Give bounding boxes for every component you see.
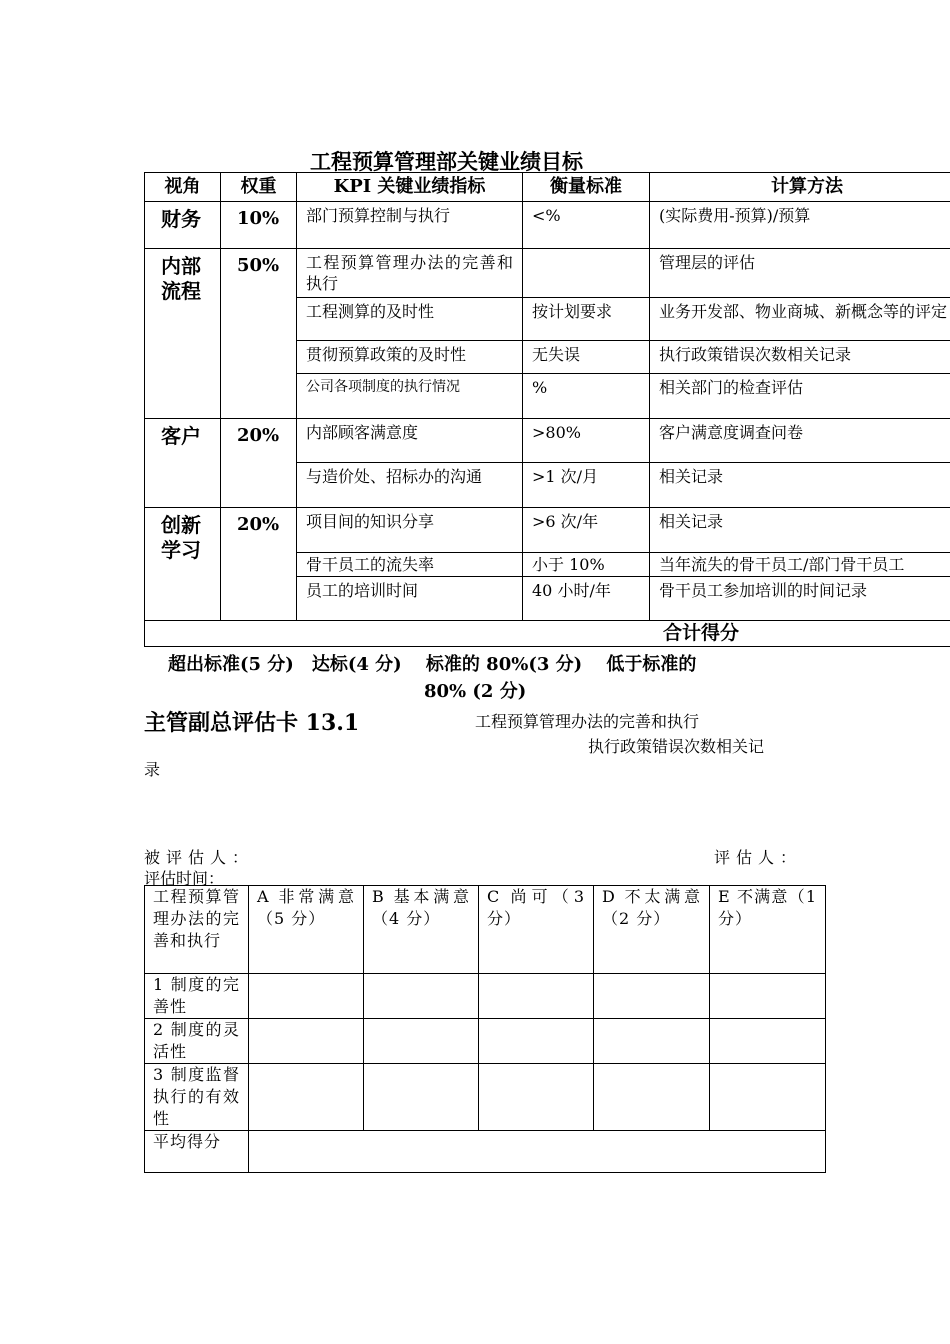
header-perspective: 视角 [145,173,221,202]
average-score-label: 平均得分 [145,1131,249,1173]
standard-cell: 小于 10% [523,553,650,577]
score-cell[interactable] [594,1064,710,1131]
indicator-cell: 工程测算的及时性 [297,298,523,341]
indicator-cell: 员工的培训时间 [297,577,523,621]
category-internal: 内部流程 [145,249,221,419]
indicator-cell: 公司各项制度的执行情况 [297,374,523,419]
method-cell: 相关记录 [650,463,950,508]
eval-header-a: A 非常满意（5 分） [249,886,364,974]
page-title: 工程预算管理部关键业绩目标 [310,149,583,174]
score-cell[interactable] [479,1064,594,1131]
header-indicator: KPI 关键业绩指标 [297,173,523,202]
method-cell: 执行政策错误次数相关记录 [650,341,950,374]
evaluation-table [144,885,826,1173]
standard-cell: 按计划要求 [523,298,650,341]
header-standard: 衡量标准 [523,173,650,202]
indicator-cell: 项目间的知识分享 [297,508,523,553]
score-cell[interactable] [364,974,479,1019]
weight-internal: 50% [221,249,297,419]
score-cell[interactable] [364,1064,479,1131]
score-cell[interactable] [594,1019,710,1064]
card-record-line2: 录 [144,760,161,779]
evaluation-time-label: 评估时间： [144,869,225,888]
score-cell[interactable] [479,1019,594,1064]
method-cell: 客户满意度调查问卷 [650,419,950,463]
total-score-label: 合计得分 [145,621,950,647]
weight-innovation: 20% [221,508,297,621]
method-cell: 相关记录 [650,508,950,553]
score-cell[interactable] [710,1064,826,1131]
indicator-cell: 与造价处、招标办的沟通 [297,463,523,508]
score-cell[interactable] [479,974,594,1019]
score-cell[interactable] [710,974,826,1019]
header-weight: 权重 [221,173,297,202]
category-customer: 客户 [145,419,221,508]
average-score-cell[interactable] [249,1131,826,1173]
eval-header-d: D 不太满意（2 分） [594,886,710,974]
header-method: 计算方法 [650,173,950,202]
indicator-cell: 工程预算管理办法的完善和执行 [297,249,523,298]
method-cell: 当年流失的骨干员工/部门骨干员工 [650,553,950,577]
indicator-cell: 贯彻预算政策的及时性 [297,341,523,374]
score-cell[interactable] [710,1019,826,1064]
kpi-header-row [145,173,950,202]
standard-cell: <% [523,202,650,249]
scoring-scale-line1: 超出标准(5 分) 达标(4 分) 标准的 80%(3 分) 低于标准的 [168,654,697,675]
standard-cell: 40 小时/年 [523,577,650,621]
indicator-cell: 骨干员工的流失率 [297,553,523,577]
score-cell[interactable] [249,974,364,1019]
category-innovation: 创新学习 [145,508,221,621]
standard-cell: % [523,374,650,419]
score-cell[interactable] [249,1019,364,1064]
indicator-cell: 内部顾客满意度 [297,419,523,463]
eval-header-c: C 尚可（3 分） [479,886,594,974]
total-row [145,621,950,647]
card-item-name: 工程预算管理办法的完善和执行 [475,712,700,731]
category-finance: 财务 [145,202,221,249]
indicator-cell: 部门预算控制与执行 [297,202,523,249]
table-row [145,974,826,1019]
score-cell[interactable] [249,1064,364,1131]
eval-criterion: 1 制度的完善性 [145,974,249,1019]
eval-header-item: 工程预算管理办法的完善和执行 [145,886,249,974]
standard-cell: >6 次/年 [523,508,650,553]
table-row [145,202,950,249]
scoring-scale-line2: 80% (2 分) [424,681,527,702]
method-cell: 相关部门的检查评估 [650,374,950,419]
weight-finance: 10% [221,202,297,249]
weight-customer: 20% [221,419,297,508]
standard-cell: 无失误 [523,341,650,374]
eval-header-b: B 基本满意（4 分） [364,886,479,974]
table-row [145,508,950,553]
card-record-line1: 执行政策错误次数相关记 [588,737,765,756]
evaluator-label: 评估人： [714,848,803,867]
method-cell: 管理层的评估 [650,249,950,298]
table-row [145,419,950,463]
eval-criterion: 2 制度的灵活性 [145,1019,249,1064]
table-row [145,1019,826,1064]
table-row [145,249,950,298]
method-cell: 业务开发部、物业商城、新概念等的评定 [650,298,950,341]
score-cell[interactable] [594,974,710,1019]
method-cell: 骨干员工参加培训的时间记录 [650,577,950,621]
eval-header-row [145,886,826,974]
table-row [145,1064,826,1131]
evaluation-card-title: 主管副总评估卡 13.1 [144,710,360,736]
method-cell: (实际费用-预算)/预算 [650,202,950,249]
eval-criterion: 3 制度监督执行的有效性 [145,1064,249,1131]
average-row [145,1131,826,1173]
standard-cell: >1 次/月 [523,463,650,508]
standard-cell [523,249,650,298]
standard-cell: >80% [523,419,650,463]
kpi-table [144,172,950,647]
evaluatee-label: 被评估人： [144,848,255,867]
score-cell[interactable] [364,1019,479,1064]
eval-header-e: E 不满意（1 分） [710,886,826,974]
